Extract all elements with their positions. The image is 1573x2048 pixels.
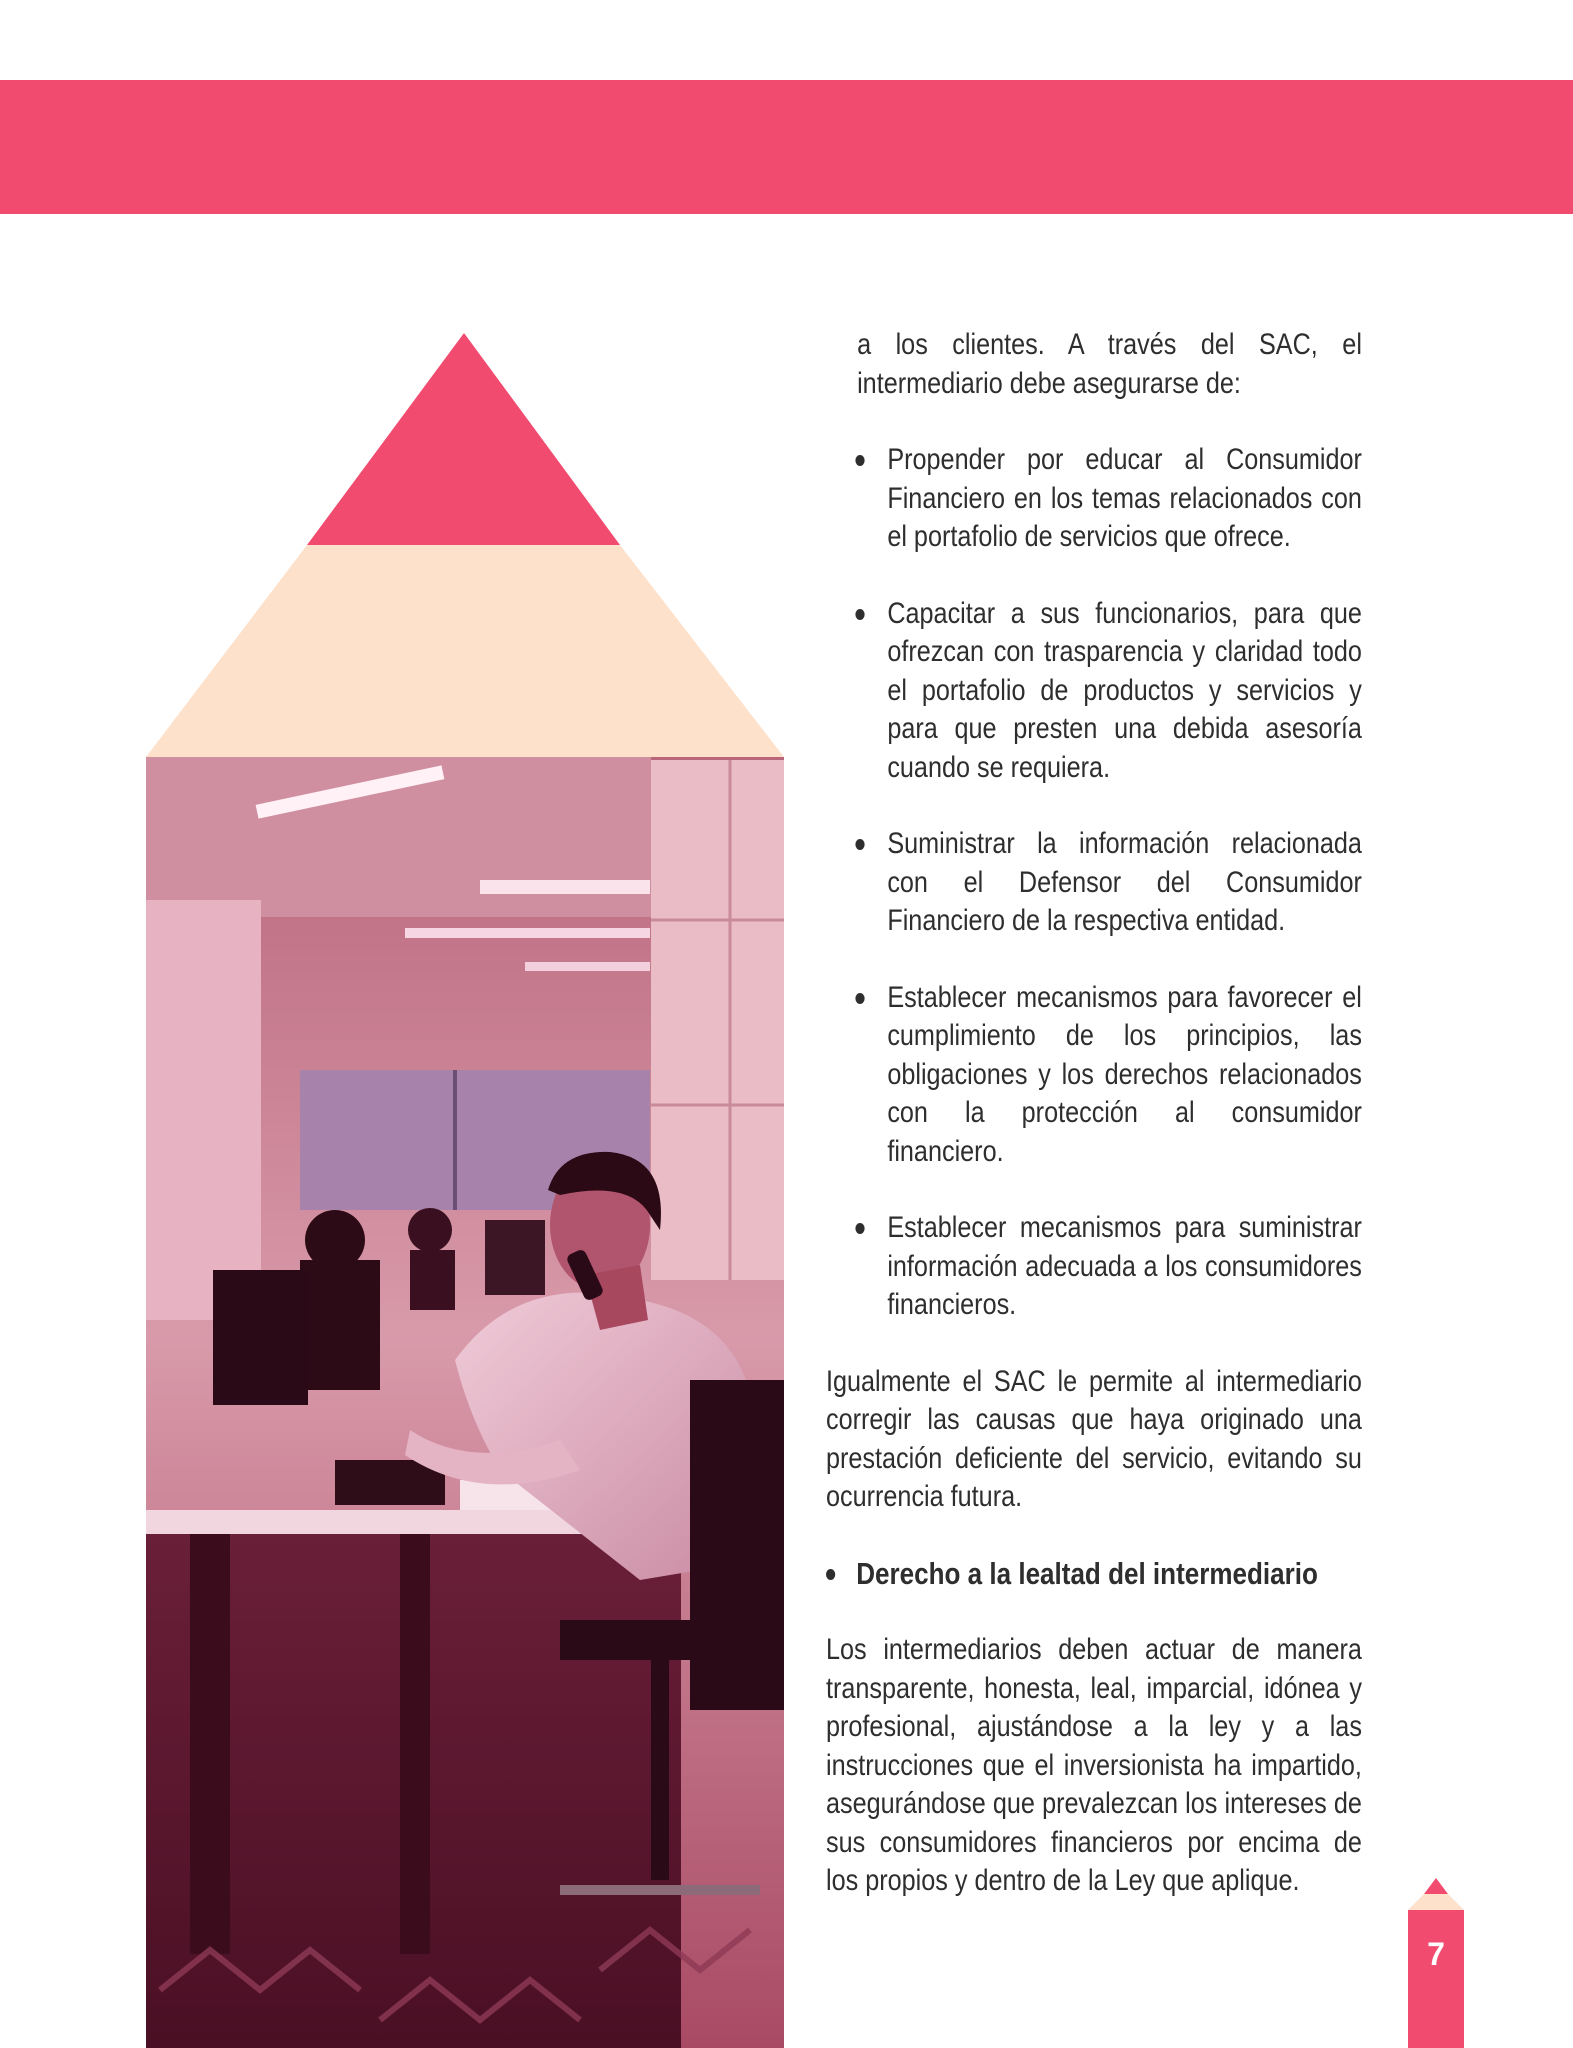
list-item: Establecer mecanismos para favorecer el cumplimiento de los principios, las obligaciones y los derechos relacionados con la protección al consumidor financiero. (826, 979, 1362, 1172)
list-item: Suministrar la información relacionada con el Defensor del Consumidor Financiero de la respectiva entidad. (826, 825, 1362, 941)
sac-paragraph: Igualmente el SAC le permite al intermediario corregir las causas que haya originado una prestación deficiente del servicio, evitando su ocurrencia futura. (826, 1364, 1362, 1513)
section-heading: Derecho a la lealtad del intermediario (826, 1555, 1362, 1594)
pencil-lead (307, 333, 620, 545)
office-photo (146, 757, 784, 2048)
main-text-column (826, 326, 1362, 1901)
list-item: Capacitar a sus funcionarios, para que ofrezcan con trasparencia y claridad todo el portafolio de productos y servicios y para que presten una debida asesoría cuando se requiera. (826, 595, 1362, 788)
loyalty-paragraph: Los intermediarios deben actuar de manera transparente, honesta, leal, imparcial, idónea y profesional, ajustándose a la ley y a las instrucciones que el inversionista ha impartido, asegurándose que prevalezcan los intereses de sus consumidores financieros por encima de los propios y dentro de la Ley que aplique. (826, 1633, 1362, 1897)
page-number: 7 (1427, 1936, 1445, 1972)
list-item: Establecer mecanismos para suministrar información adecuada a los consumidores financieros. (826, 1209, 1362, 1325)
intro-paragraph: a los clientes. A través del SAC, el intermediario debe asegurarse de: (857, 328, 1362, 400)
list-item: Propender por educar al Consumidor Financiero en los temas relacionados con el portafolio de servicios que ofrece. (826, 441, 1362, 557)
pencil-wood (146, 545, 784, 757)
sac-duties-list (826, 441, 1362, 1325)
